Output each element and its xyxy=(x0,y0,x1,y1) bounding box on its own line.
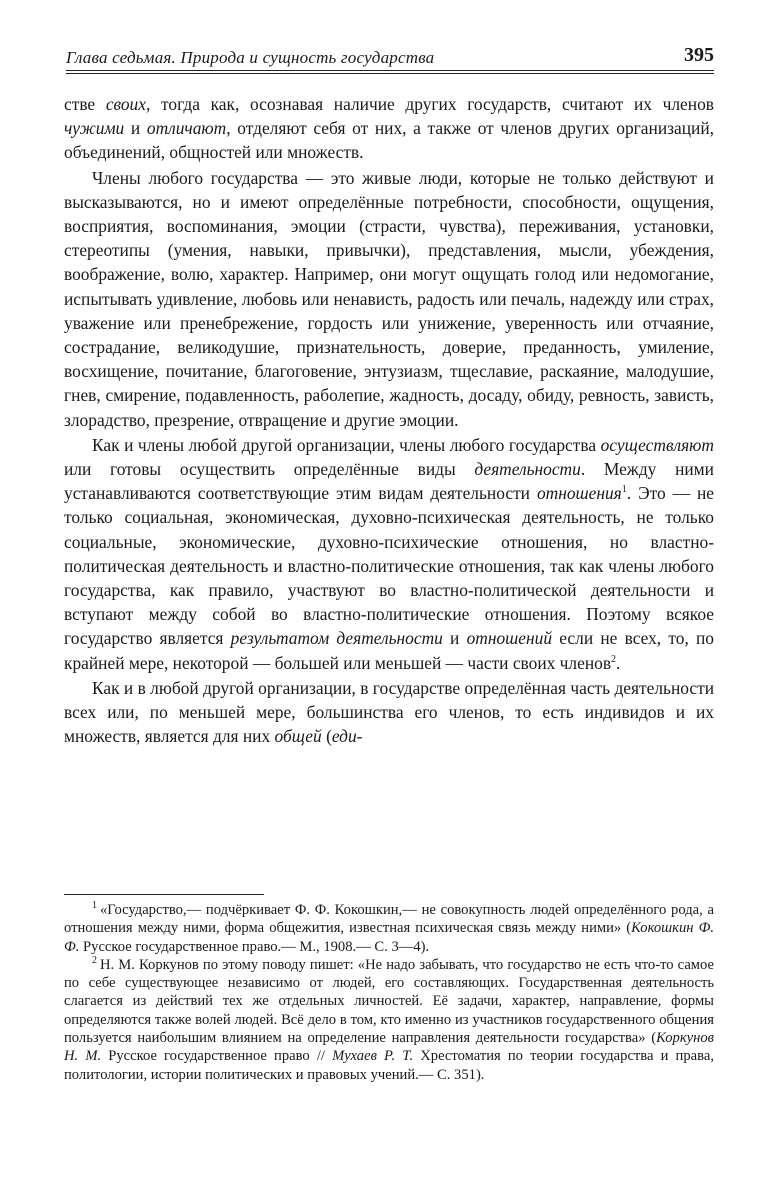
emphasis-text: деятельности xyxy=(474,459,581,480)
emphasis-text: общей xyxy=(274,726,322,747)
text-run: . xyxy=(616,652,621,673)
text-run: и xyxy=(124,118,147,139)
emphasis-text: Коркунов Н. М. xyxy=(64,1030,714,1065)
text-run: Как и члены любой другой организации, члены любого государства xyxy=(92,434,601,455)
emphasis-text: отношений xyxy=(466,628,553,649)
footnote-ref: 1 xyxy=(621,484,627,496)
footnotes xyxy=(64,901,714,1084)
emphasis-text: еди- xyxy=(331,726,363,747)
paragraph xyxy=(64,676,714,749)
text-run: , отделяют себя от них, а также от членов других организаций, объединений, общностей или множеств. xyxy=(64,118,714,163)
emphasis-text: отношения xyxy=(536,483,622,504)
text-run: Члены любого государства — это живые люди, которые не только действуют и высказываются, но и имеют определённые потребности, способности, ощущения, восприятия, воспоминания, эмоции (страсти, чувства), переживания, установки, стереотипы (умения, навыки, привычки), представления, мысли, убеждения, воображение, волю, характер. Например, они могут ощущать голод или недомогание, испытывать удивление, любовь или ненависть, радость или печаль, надежду или страх, уважение или пренебрежение, гордость или унижение, уверенность или отчаяние, сострадание, великодушие, признательность, доверие, преданность, умиление, восхищение, почитание, благоговение, энтузиазм, тщеславие, раскаяние, малодушие, гнев, смирение, подавленность, раболепие, жадность, досаду, обиду, ревность, зависть, злорадство, презрение, отвращение и другие эмоции. xyxy=(64,167,714,430)
footnote xyxy=(64,956,714,1084)
paragraph xyxy=(64,166,714,432)
page-header xyxy=(66,40,714,74)
text-run: или готовы осуществить определённые виды xyxy=(64,459,475,480)
text-run: стве xyxy=(64,94,106,114)
text-run: . Это — не только социальная, экономическая, духовно-психическая деятельность, не только социальные, экономические, духовно-психические отношения, но властно-политическая деятельность и властно-политические отношения, так как члены любого государства, как правило, участвуют во властно-политической деятельности и вступают между собой во властно-политические отношения. Поэтому всякое государство является xyxy=(64,483,714,649)
running-title: Глава седьмая. Природа и сущность государства xyxy=(66,48,435,67)
footnote-ref: 2 xyxy=(611,653,617,665)
text-run: , тогда как, осознавая наличие других государств, считают их членов xyxy=(145,94,714,114)
text-run: Русское государственное право.— М., 1908.— С. 3—4). xyxy=(79,938,430,955)
emphasis-text: отличают xyxy=(146,118,227,139)
paragraph xyxy=(64,92,714,165)
footnote-number: 1 xyxy=(92,900,97,912)
text-run: ( xyxy=(321,726,332,747)
text-run: Как и в любой другой организации, в государстве определённая часть деятельности всех или, по меньшей мере, большинства его членов, то есть индивидов и их множеств, является для них xyxy=(64,677,714,747)
paragraph xyxy=(64,433,714,675)
emphasis-text: чужими xyxy=(64,118,125,139)
text-run: и xyxy=(442,628,467,649)
emphasis-text: осуществляют xyxy=(600,434,714,455)
text-run: . Между ними устанавливаются соответствующие этим видам деятельности xyxy=(64,459,714,504)
page-number: 395 xyxy=(684,44,714,66)
footnote xyxy=(64,901,714,956)
emphasis-text: результатом деятельности xyxy=(230,628,443,649)
body-text xyxy=(64,92,714,748)
emphasis-text: своих xyxy=(105,94,146,114)
text-run: Хрестоматия по теории государства и права, политологии, истории политических и правовых учений.— С. 351). xyxy=(64,1048,714,1083)
text-run: «Государство,— подчёркивает Ф. Ф. Кокошкин,— не совокупность людей определённого рода, а отношения между ними, форма общежития, известная психическая связь между ними» ( xyxy=(64,902,714,937)
footnote-separator xyxy=(64,894,264,895)
header-rule xyxy=(66,70,714,74)
text-run: Русское государственное право // xyxy=(101,1048,333,1065)
footnote-number: 2 xyxy=(92,955,97,967)
text-run: Н. М. Коркунов по этому поводу пишет: «Не надо забывать, что государство не есть что-то самое по себе существующее независимо от людей, его составляющих. Государственная деятельность слагается из действий тех же отдельных личностей. Её задачи, характер, направление, формы определяются также волей людей. Всё дело в том, кто именно из участников государственного общения пользуется наибольшим влиянием на определение направления деятельности государства» ( xyxy=(64,956,714,1047)
emphasis-text: Мухаев Р. Т. xyxy=(332,1048,414,1065)
text-run: если не всех, то, по крайней мере, некоторой — большей или меньшей — части своих членов xyxy=(64,628,715,673)
emphasis-text: Кокошкин Ф. Ф. xyxy=(64,920,714,955)
